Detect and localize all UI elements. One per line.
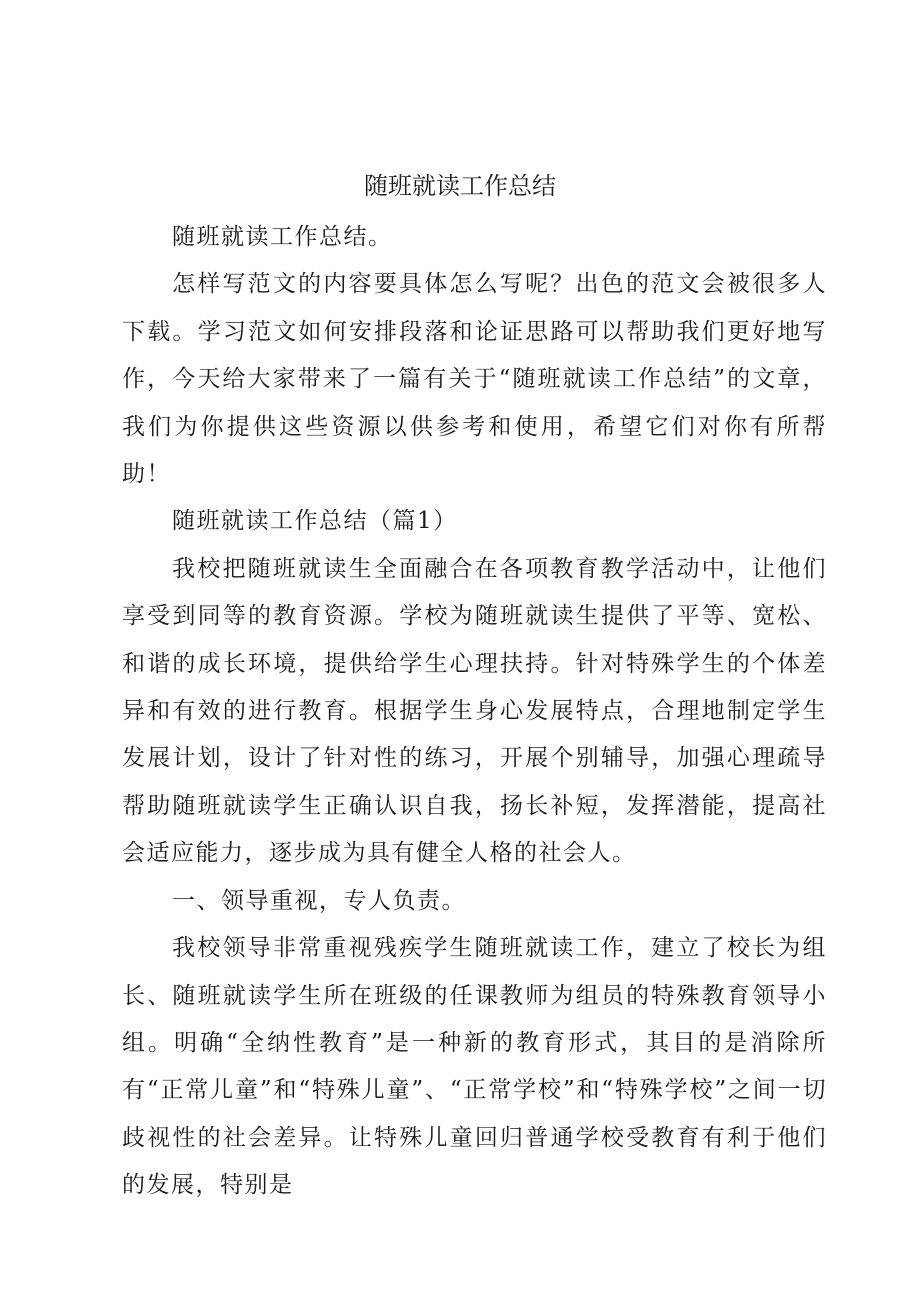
section-heading-part-1: 随班就读工作总结（篇1） [172, 508, 458, 535]
document-body [122, 214, 827, 1210]
intro-heading-paragraph: 随班就读工作总结。 [172, 224, 393, 250]
intro-paragraph: 怎样写范文的内容要具体怎么写呢？出色的范文会被很多人下载。学习范文如何安排段落和论证思路可以帮助我们更好地写作，今天给大家带来了一篇有关于“随班就读工作总结”的文章，我们为你提供这些资源以供参考和使用，希望它们对你有所帮助！ [122, 271, 827, 488]
body-paragraph: 我校领导非常重视残疾学生随班就读工作，建立了校长为组长、随班就读学生所在班级的任课教师为组员的特殊教育领导小组。明确“全纳性教育”是一种新的教育形式，其目的是消除所有“正常儿童”和“特殊儿童”、“正常学校”和“特殊学校”之间一切歧视性的社会差异。让特殊儿童回归普通学校受教育有利于他们的发展，特别是 [122, 935, 827, 1199]
document-title: 随班就读工作总结 [364, 172, 556, 200]
body-paragraph: 我校把随班就读生全面融合在各项教育教学活动中，让他们享受到同等的教育资源。学校为随班就读生提供了平等、宽松、和谐的成长环境，提供给学生心理扶持。针对特殊学生的个体差异和有效的进行教育。根据学生身心发展特点，合理地制定学生发展计划，设计了针对性的练习，开展个别辅导，加强心理疏导帮助随班就读学生正确认识自我，扬长补短，发挥潜能，提高社会适应能力，逐步成为具有健全人格的社会人。 [122, 555, 827, 867]
subheading-leadership: 一、领导重视，专人负责。 [172, 887, 466, 914]
